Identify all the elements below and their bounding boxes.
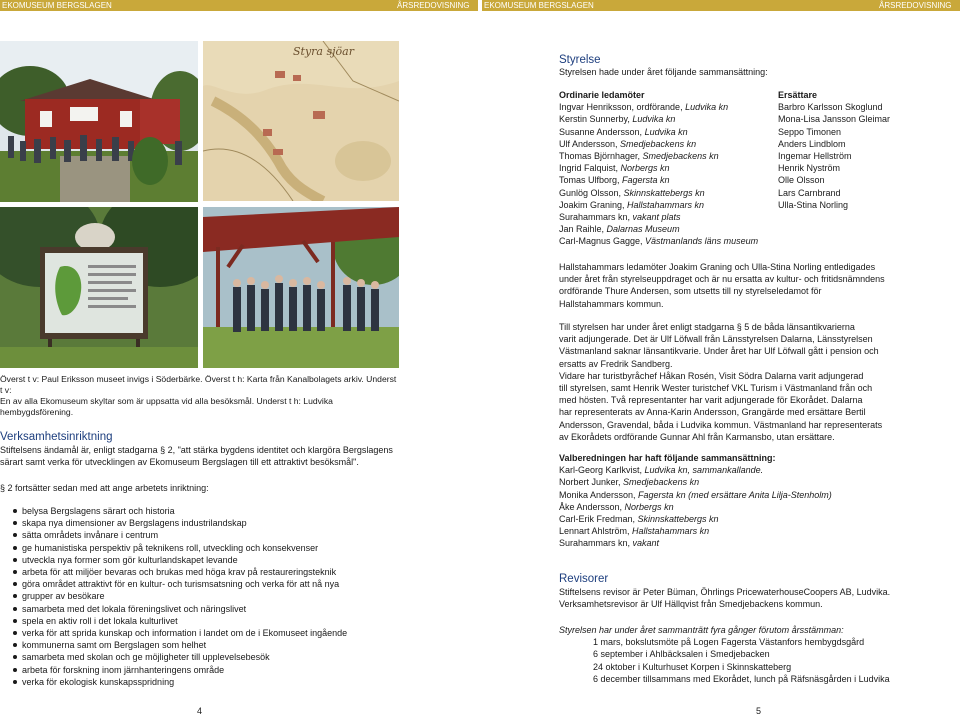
svg-text:Styra sjöar: Styra sjöar (293, 45, 354, 58)
ersattare-heading: Ersättare (778, 90, 818, 100)
deputy-member: Olle Olsson (778, 175, 825, 186)
bullet-item-continued: grupper av besökare (13, 590, 373, 602)
meeting-item: 6 december tillsammans med Ekorådet, lunch på Räfsnäsgården i Ludvika (593, 673, 890, 684)
meeting-item: 6 september i Ahlbäcksalen i Smedjebacken (593, 649, 770, 660)
board-member: Ulf Andersson, Smedjebackens kn (559, 138, 697, 149)
paragraph-line: ordförande Thure Andersen, som utsetts till ny styrelseledamot för (559, 286, 822, 297)
verksamhet-text (0, 444, 420, 468)
bullet-item: sätta områdets invånare i centrum (13, 529, 373, 541)
deputy-member: Mona-Lisa Jansson Gleimar (778, 114, 891, 125)
board-member: Tomas Ulfborg, Fagersta kn (559, 175, 670, 186)
committee-member: Norbert Junker, Smedjebackens kn (559, 477, 700, 488)
paragraph-line: har representerats av Anna-Karin Andersson, Grangärde med ersättare Bertil (559, 407, 866, 418)
committee-member: Carl-Erik Fredman, Skinnskattebergs kn (559, 514, 719, 525)
paragraph-line: Verksamhetsrevisor är Ulf Hällqvist från Smedjebackens kommun. (559, 599, 823, 610)
board-member: Thomas Björnhager, Smedjebackens kn (559, 151, 719, 162)
bullet-item: spela en aktiv roll i det lokala kulturlivet (13, 615, 373, 627)
paragraph-line: av Ekorådets ordförande Gunnar Ahl från Karmansbo, utan ersättare. (559, 431, 835, 442)
verksamhet-text-line-2: särart samt verka för utvecklingen av Ekomuseum Bergslagen till ett attraktivt besöksmål". (0, 457, 359, 467)
valberedning-list (559, 452, 939, 550)
page-number-left: 4 (197, 706, 203, 715)
board-member: Kerstin Sunnerby, Ludvika kn (559, 114, 676, 125)
photo-historical-map (203, 41, 399, 201)
committee-member: Åke Andersson, Norbergs kn (559, 501, 674, 512)
meeting-item: 1 mars, bokslutsmöte på Logen Fagersta Västanfors hembygdsgård (593, 637, 865, 648)
verksamhet-title: Verksamhetsinriktning (0, 431, 113, 443)
board-member: Ingrid Falquist, Norbergs kn (559, 163, 670, 174)
committee-member: Surahammars kn, vakant (559, 538, 660, 549)
deputy-member: Lars Carnbrand (778, 187, 841, 198)
paragraph-line: till styrelsen, samt Henrik Wester turistchef VKL Turism i Västmanland från och (559, 383, 873, 394)
bullet-item-continued: kommunerna samt om Bergslagen som helhet (13, 639, 373, 651)
ersattare-list (778, 89, 958, 211)
bullet-item: utveckla nya former som gör kulturlandskapet levande (13, 554, 373, 566)
board-member: Gunlög Olsson, Skinnskattebergs kn (559, 187, 705, 198)
header-org-left: EKOMUSEUM BERGSLAGEN (2, 1, 112, 10)
hallstahammar-paragraph (559, 261, 939, 310)
deputy-member: Ulla-Stina Norling (778, 199, 849, 210)
header-bar-right (482, 0, 960, 21)
deputy-member: Ingemar Hellström (778, 151, 852, 162)
bullet-item: ge humanistiska perspektiv på teknikens roll, utveckling och konsekvenser (13, 542, 373, 554)
board-member: Joakim Graning, Hallstahammars kn (559, 199, 705, 210)
verksamhet-text-line-1: Stiftelsens ändamål är, enligt stadgarna § 2, "att stärka bygdens identitet och klargöra Bergslagens (0, 445, 393, 455)
bullet-item: verka för att sprida kunskap och information i landet om de i Ekomuseet ingående (13, 627, 373, 639)
ordinarie-heading: Ordinarie ledamöter (559, 90, 645, 100)
committee-member: Lennart Ahlström, Hallstahammars kn (559, 526, 710, 537)
committee-member: Monika Andersson, Fagersta kn (med ersättare Anita Lilja-Stenholm) (559, 489, 832, 500)
paragraph-line: Västmanland saknar länsantikvarie. Under året har Ulf Löfwall gått i pension och (559, 346, 879, 357)
paragraph-line: Andersson, Gravendal, båda i Ludvika kommun. Västmanland har representerats (559, 419, 883, 430)
bullet-item: arbeta för forskning inom järnhanteringens område (13, 664, 373, 676)
meeting-item: 24 oktober i Kulturhuset Korpen i Skinnskatteberg (593, 661, 792, 672)
styrelse-intro: Styrelsen hade under året följande sammansättning: (559, 67, 768, 77)
deputy-member: Anders Lindblom (778, 138, 846, 149)
meetings-list (559, 624, 939, 685)
board-member: Susanne Andersson, Ludvika kn (559, 126, 688, 137)
photo-info-sign (0, 207, 198, 368)
header-report-left: ÅRSREDOVISNING 2013 (397, 1, 470, 21)
paragraph-line: Stiftelsens revisor är Peter Büman, Öhrlings PricewaterhouseCoopers AB, Ludvika. (559, 587, 891, 597)
bullet-item: belysa Bergslagens särart och historia (13, 505, 373, 517)
caption-line-2: En av alla Ekomuseum skyltar som är uppsatta vid alla besöksmål. Underst t h: Ludvika hembygdsförening. (0, 396, 333, 417)
ordinarie-list (559, 89, 769, 248)
adjungerade-paragraph (559, 321, 939, 443)
verksamhet-intro: § 2 fortsätter sedan med att ange arbetets inriktning: (0, 483, 209, 493)
board-member: Ingvar Henriksson, ordförande, Ludvika kn (559, 102, 729, 113)
paragraph-line: med hösten. Två representanter har varit adjungerade för Ekorådet. Dalarna (559, 395, 863, 406)
bullet-item: skapa nya dimensioner av Bergslagens industrilandskap (13, 517, 373, 529)
deputy-member: Henrik Nyström (778, 163, 841, 174)
paragraph-line: Hallstahammars ledamöter Joakim Graning och Ulla-Stina Norling entledigades (559, 262, 876, 272)
board-member: Surahammars kn, vakant plats (559, 212, 681, 223)
paragraph-line: varit adjungerade. Det är Ulf Löfwall från Länsstyrelsen Dalarna, Länsstyrelsen (559, 334, 873, 345)
paragraph-line: Hallstahammars kommun. (559, 298, 664, 309)
revisorer-title: Revisorer (559, 573, 609, 585)
bullet-item: arbeta för att miljöer bevaras och brukas med höga krav på restaureringsteknik (13, 566, 373, 578)
bullet-item: göra området attraktivt för en kultur- och turismsatsning och verka för att nå nya (13, 578, 373, 590)
header-org-right: EKOMUSEUM BERGSLAGEN (484, 1, 594, 10)
caption-line-1: Överst t v: Paul Eriksson museet invigs i Söderbärke. Överst t h: Karta från Kanalbolagets arkiv. Underst t v: (0, 374, 397, 395)
styrelse-title: Styrelse (559, 54, 601, 66)
paragraph-line: under året från styrelseuppdraget och är nu ersatta av kultur- och fritidsnämndens (559, 274, 885, 285)
header-bar-left (0, 0, 478, 21)
valberedning-heading: Valberedningen har haft följande sammansättning: (559, 453, 776, 463)
page-number-right: 5 (756, 706, 762, 715)
paragraph-line: ersatts av Fredrik Sandberg. (559, 358, 673, 369)
meetings-heading: Styrelsen har under året sammanträtt fyra gånger förutom årsstämman: (559, 625, 844, 635)
bullet-item: samarbeta med det lokala föreningslivet och näringslivet (13, 603, 373, 615)
committee-member: Karl-Georg Karlkvist, Ludvika kn, sammankallande. (559, 465, 764, 476)
revisorer-text (559, 586, 939, 610)
board-member: Jan Raihle, Dalarnas Museum (559, 224, 680, 235)
verksamhet-bullet-list (13, 505, 373, 688)
bullet-item: samarbeta med skolan och ge möjligheter till upplevelsebesök (13, 651, 373, 663)
photo-visitors-red-house (0, 41, 198, 202)
board-member: Carl-Magnus Gagge, Västmanlands läns museum (559, 236, 759, 247)
deputy-member: Seppo Timonen (778, 126, 842, 137)
paragraph-line: Vidare har turistbyråchef Håkan Rosén, Visit Södra Dalarna varit adjungerad (559, 370, 864, 381)
photo-group-under-shelter (203, 207, 399, 368)
header-report-right: ÅRSREDOVISNING 2013 (879, 1, 952, 21)
photo-caption (0, 374, 400, 418)
bullet-item: verka för ekologisk kunskapsspridning (13, 676, 373, 688)
paragraph-line: Till styrelsen har under året enligt stadgarna § 5 de båda länsantikvarierna (559, 322, 855, 332)
deputy-member: Barbro Karlsson Skoglund (778, 102, 883, 113)
